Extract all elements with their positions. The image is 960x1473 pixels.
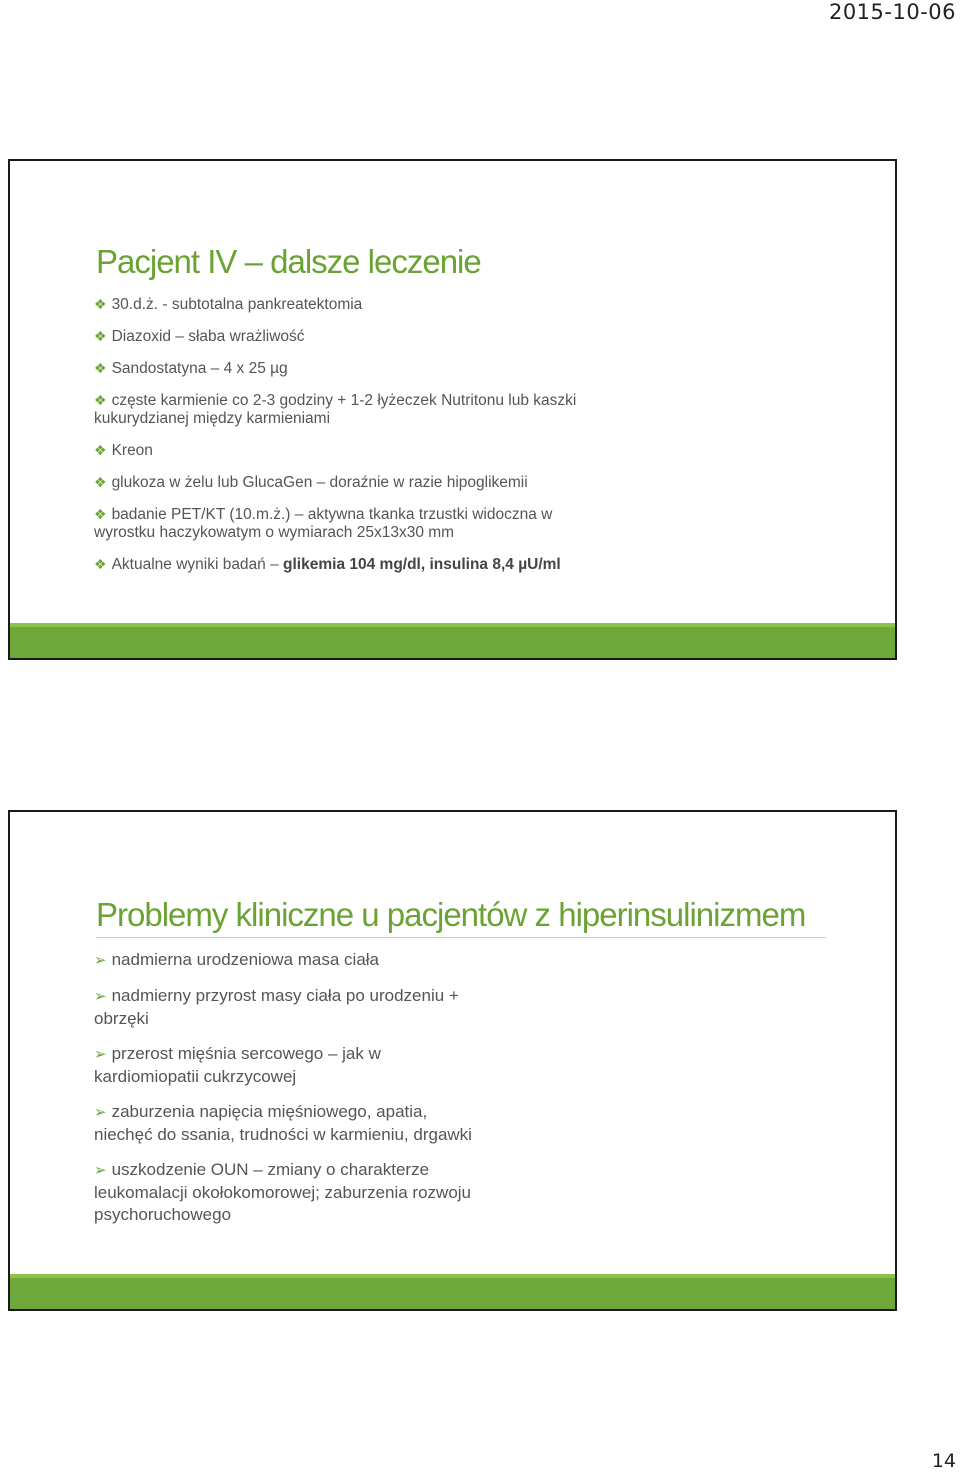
arrow-bullet-icon: ➢ bbox=[94, 1162, 107, 1179]
bullet-list bbox=[94, 295, 594, 587]
arrow-bullet-icon: ➢ bbox=[94, 988, 107, 1005]
arrow-bullet-icon: ➢ bbox=[94, 1104, 107, 1121]
diamond-bullet-icon: ❖ bbox=[94, 296, 107, 312]
list-item-text: badanie PET/KT (10.m.ż.) – aktywna tkanka trzustki widoczna w wyrostku haczykowatym o wymiarach 25x13x30 mm bbox=[94, 506, 553, 541]
list-item-text: nadmierna urodzeniowa masa ciała bbox=[111, 950, 380, 969]
slide-clinical-problems bbox=[8, 810, 897, 1311]
list-item bbox=[94, 949, 474, 972]
arrow-bullet-icon: ➢ bbox=[94, 952, 107, 969]
list-item bbox=[94, 505, 594, 542]
list-item-text-plain: Aktualne wyniki badań – bbox=[111, 556, 284, 573]
page-number: 14 bbox=[931, 1450, 956, 1472]
band-stripe bbox=[10, 1274, 895, 1278]
list-item bbox=[94, 985, 474, 1030]
page-date: 2015-10-06 bbox=[828, 0, 956, 24]
arrow-bullet-icon: ➢ bbox=[94, 1046, 107, 1063]
list-item bbox=[94, 473, 594, 492]
slide-footer-band bbox=[10, 1274, 895, 1309]
bullet-list bbox=[94, 949, 474, 1239]
diamond-bullet-icon: ❖ bbox=[94, 474, 107, 490]
slide-title: Problemy kliniczne u pacjentów z hiperinsulinizmem bbox=[96, 896, 806, 933]
slide-title: Pacjent IV – dalsze leczenie bbox=[96, 243, 481, 280]
diamond-bullet-icon: ❖ bbox=[94, 328, 107, 344]
list-item bbox=[94, 555, 594, 574]
list-item-text: uszkodzenie OUN – zmiany o charakterze leukomalacji okołokomorowej; zaburzenia rozwoju psychoruchowego bbox=[94, 1160, 472, 1224]
list-item-text: glukoza w żelu lub GlucaGen – doraźnie w razie hipoglikemii bbox=[111, 474, 528, 491]
diamond-bullet-icon: ❖ bbox=[94, 442, 107, 458]
list-item bbox=[94, 1159, 474, 1226]
list-item bbox=[94, 1101, 474, 1146]
list-item bbox=[94, 1043, 474, 1088]
diamond-bullet-icon: ❖ bbox=[94, 556, 107, 572]
list-item-text: 30.d.ż. - subtotalna pankreatektomia bbox=[111, 296, 363, 313]
band-stripe bbox=[10, 623, 895, 627]
diamond-bullet-icon: ❖ bbox=[94, 360, 107, 376]
list-item-text: zaburzenia napięcia mięśniowego, apatia, niechęć do ssania, trudności w karmieniu, drgawki bbox=[94, 1102, 472, 1144]
list-item-text: przerost mięśnia sercowego – jak w kardiomiopatii cukrzycowej bbox=[94, 1044, 381, 1086]
slide-patient-iv-treatment bbox=[8, 159, 897, 660]
list-item bbox=[94, 327, 594, 346]
list-item-text: nadmierny przyrost masy ciała po urodzeniu + obrzęki bbox=[94, 986, 459, 1028]
list-item bbox=[94, 441, 594, 460]
list-item-text: częste karmienie co 2-3 godziny + 1-2 łyżeczek Nutritonu lub kaszki kukurydzianej między karmieniami bbox=[94, 392, 577, 427]
list-item bbox=[94, 391, 594, 428]
diamond-bullet-icon: ❖ bbox=[94, 506, 107, 522]
title-divider bbox=[96, 937, 826, 938]
list-item-text: Diazoxid – słaba wrażliwość bbox=[111, 328, 305, 345]
list-item bbox=[94, 295, 594, 314]
list-item-text-bold: glikemia 104 mg/dl, insulina 8,4 µU/ml bbox=[283, 556, 561, 573]
list-item-text: Sandostatyna – 4 x 25 µg bbox=[111, 360, 288, 377]
slide-footer-band bbox=[10, 623, 895, 658]
list-item bbox=[94, 359, 594, 378]
list-item-text: Kreon bbox=[111, 442, 153, 459]
diamond-bullet-icon: ❖ bbox=[94, 392, 107, 408]
